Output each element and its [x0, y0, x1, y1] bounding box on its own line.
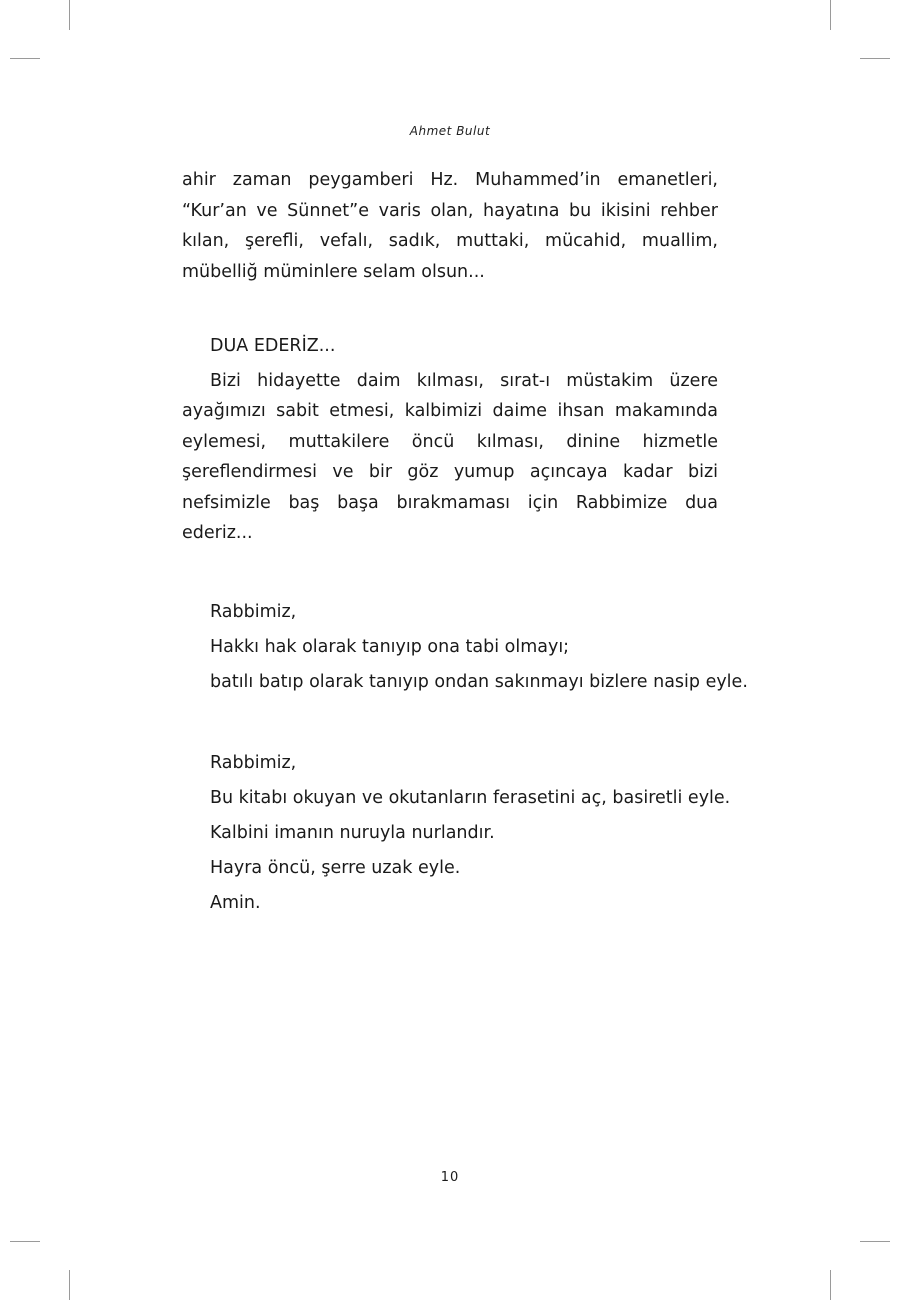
prayer-line: Bu kitabı okuyan ve okutanların ferasetini aç, basiretli eyle.	[210, 787, 731, 808]
running-head-author: Ahmet Bulut	[409, 124, 491, 138]
prayer-line: Amin.	[210, 892, 261, 913]
prayer-line: Hayra öncü, şerre uzak eyle.	[210, 857, 461, 878]
prayer-line: batılı batıp olarak tanıyıp ondan sakınmayı bizlere nasip eyle.	[210, 671, 748, 692]
section-heading: DUA EDERİZ...	[210, 336, 336, 356]
prayer-block-2	[182, 746, 731, 921]
dua-paragraph: Bizi hidayette daim kılması, sırat-ı müstakim üzere ayağımızı sabit etmesi, kalbimizi daime ihsan makamında eylemesi, muttakilere öncü kılması, dinine hizmetle şereflendirmesi ve bir göz yumup açıncaya kadar bizi nefsimizle baş başa bırakmaması için Rabbimize dua ederiz...	[182, 370, 718, 543]
prayer-line: Rabbimiz,	[210, 752, 297, 773]
prayer-line: Kalbini imanın nuruyla nurlandır.	[210, 822, 495, 843]
prayer-line: Hakkı hak olarak tanıyıp ona tabi olmayı;	[210, 636, 570, 657]
page-number: 10	[440, 1170, 460, 1185]
crop-mark-left-bottom	[10, 1241, 40, 1242]
crop-mark-top-right	[830, 0, 831, 30]
crop-mark-bottom-left	[69, 1270, 70, 1300]
prayer-line: Rabbimiz,	[210, 601, 297, 622]
crop-mark-right-bottom	[860, 1241, 890, 1242]
crop-mark-bottom-right	[830, 1270, 831, 1300]
prayer-block-1	[182, 595, 748, 700]
crop-mark-top-left	[69, 0, 70, 30]
intro-paragraph: ahir zaman peygamberi Hz. Muhammed’in emanetleri, “Kur’an ve Sünnet”e varis olan, hayatına bu ikisini rehber kılan, şerefli, vefalı, sadık, muttaki, mücahid, muallim, mübelliğ müminlere selam olsun...	[182, 170, 718, 282]
crop-mark-left-top	[10, 58, 40, 59]
page-body	[182, 165, 748, 921]
crop-mark-right-top	[860, 58, 890, 59]
